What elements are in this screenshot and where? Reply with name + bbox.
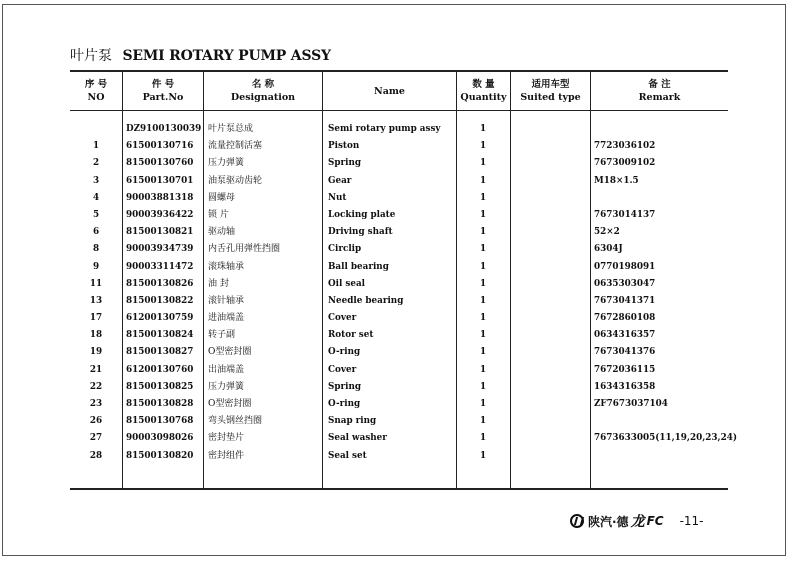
row-no: 6 bbox=[92, 227, 100, 238]
row-part-no: 90003934739 bbox=[126, 244, 194, 255]
row-no: 22 bbox=[89, 381, 103, 392]
header-name-en: Name bbox=[374, 85, 405, 97]
row-name: Gear bbox=[328, 175, 352, 186]
row-name: Cover bbox=[328, 364, 357, 375]
header-designation-en: Designation bbox=[230, 92, 296, 103]
header-designation-cn: 名 称 bbox=[251, 79, 275, 90]
row-designation: 油泵驱动齿轮 bbox=[208, 175, 263, 186]
row-quantity: 1 bbox=[479, 364, 487, 375]
row-designation: 驱动轴 bbox=[208, 227, 236, 238]
brand-fc: FC bbox=[646, 514, 664, 528]
row-no: 9 bbox=[92, 261, 100, 272]
row-designation: 滚针轴承 bbox=[208, 295, 245, 306]
row-quantity: 1 bbox=[479, 416, 487, 427]
row-part-no: 81500130820 bbox=[126, 450, 194, 461]
row-designation: 出油端盖 bbox=[208, 364, 245, 375]
table-row bbox=[70, 190, 728, 207]
row-part-no: 81500130822 bbox=[126, 295, 194, 306]
row-name: Cover bbox=[328, 313, 357, 324]
row-name: Spring bbox=[328, 381, 362, 392]
row-remark: 7673009102 bbox=[594, 158, 656, 169]
row-designation: 内舌孔用弹性挡圈 bbox=[208, 244, 281, 255]
row-part-no: 81500130825 bbox=[126, 381, 194, 392]
row-remark: 7673041371 bbox=[594, 295, 656, 306]
page-number: -11- bbox=[679, 514, 704, 528]
table-row bbox=[70, 327, 728, 344]
row-part-no: 90003936422 bbox=[126, 209, 194, 220]
row-quantity: 1 bbox=[479, 124, 487, 134]
row-name: Spring bbox=[328, 158, 362, 169]
row-part-no: 81500130821 bbox=[126, 227, 194, 238]
row-part-no: DZ9100130039 bbox=[126, 124, 202, 134]
header-quantity-cn: 数 量 bbox=[472, 79, 495, 90]
row-no: 23 bbox=[89, 399, 103, 409]
row-no: 13 bbox=[89, 295, 103, 306]
row-designation: O型密封圈 bbox=[208, 399, 252, 409]
parts-table bbox=[70, 70, 737, 490]
header-part-cn: 件 号 bbox=[151, 79, 175, 90]
row-designation: 压力弹簧 bbox=[208, 158, 245, 169]
row-name: Oil seal bbox=[328, 278, 366, 289]
row-quantity: 1 bbox=[479, 209, 487, 220]
header-part bbox=[123, 72, 203, 110]
row-no: 8 bbox=[92, 244, 100, 255]
row-remark: 0635303047 bbox=[594, 278, 656, 289]
table-row bbox=[70, 207, 728, 224]
table-row bbox=[70, 396, 728, 413]
row-no: 28 bbox=[89, 450, 103, 461]
row-quantity: 1 bbox=[479, 381, 487, 392]
row-quantity: 1 bbox=[479, 175, 487, 186]
table-bottom-rule bbox=[70, 488, 728, 490]
row-no: 11 bbox=[89, 278, 103, 289]
header-remark bbox=[591, 72, 728, 110]
row-quantity: 1 bbox=[479, 141, 487, 152]
table-body bbox=[70, 121, 737, 465]
row-designation: 油 封 bbox=[208, 278, 229, 289]
row-part-no: 81500130768 bbox=[126, 416, 194, 427]
row-name: Circlip bbox=[328, 244, 362, 255]
table-row bbox=[70, 310, 728, 327]
table-header-rule bbox=[70, 110, 728, 111]
row-remark: 7723036102 bbox=[594, 141, 656, 152]
row-quantity: 1 bbox=[479, 295, 487, 306]
row-designation: 圆螺母 bbox=[208, 192, 236, 203]
header-quantity-en: Quantity bbox=[460, 92, 507, 103]
row-quantity: 1 bbox=[479, 433, 487, 444]
row-name: Needle bearing bbox=[328, 295, 404, 306]
row-name: Driving shaft bbox=[328, 227, 393, 238]
row-quantity: 1 bbox=[479, 261, 487, 272]
row-remark: 7672036115 bbox=[594, 364, 656, 375]
row-designation: 压力弹簧 bbox=[208, 381, 245, 392]
row-remark: 7672860108 bbox=[594, 313, 656, 324]
row-no: 18 bbox=[89, 330, 103, 341]
row-remark: 52×2 bbox=[594, 227, 620, 238]
row-no: 27 bbox=[89, 433, 103, 444]
row-quantity: 1 bbox=[479, 347, 487, 358]
row-remark: 0770198091 bbox=[594, 261, 656, 272]
row-part-no: 81500130760 bbox=[126, 158, 194, 169]
row-no: 26 bbox=[89, 416, 103, 427]
header-no bbox=[70, 72, 122, 110]
row-designation: 密封垫片 bbox=[208, 433, 245, 444]
table-row bbox=[70, 259, 728, 276]
table-row bbox=[70, 138, 728, 155]
row-no: 1 bbox=[92, 141, 100, 152]
row-no: 21 bbox=[89, 364, 103, 375]
row-quantity: 1 bbox=[479, 450, 487, 461]
row-designation: 叶片泵总成 bbox=[208, 124, 254, 134]
row-name: Piston bbox=[328, 141, 360, 152]
row-part-no: 90003881318 bbox=[126, 192, 194, 203]
row-remark: M18×1.5 bbox=[594, 175, 639, 186]
table-row bbox=[70, 173, 728, 190]
title-cn: 叶片泵 bbox=[70, 48, 112, 64]
row-part-no: 81500130824 bbox=[126, 330, 194, 341]
row-designation: 弯头钢丝挡圈 bbox=[208, 416, 263, 427]
row-quantity: 1 bbox=[479, 244, 487, 255]
row-name: Ball bearing bbox=[328, 261, 389, 272]
header-suited-en: Suited type bbox=[520, 92, 581, 103]
header-designation bbox=[204, 72, 322, 110]
row-quantity: 1 bbox=[479, 192, 487, 203]
row-name: Snap ring bbox=[328, 416, 377, 427]
header-no-en: NO bbox=[87, 92, 105, 103]
row-remark: 1634316358 bbox=[594, 381, 656, 392]
table-row bbox=[70, 413, 728, 430]
row-designation: 转子副 bbox=[208, 330, 236, 341]
row-quantity: 1 bbox=[479, 313, 487, 324]
header-part-en: Part.No bbox=[142, 92, 184, 103]
row-part-no: 61200130760 bbox=[126, 364, 194, 375]
row-no: 3 bbox=[92, 175, 100, 186]
header-suited bbox=[511, 72, 590, 110]
brand-logo-icon bbox=[570, 514, 584, 528]
title-en: SEMI ROTARY PUMP ASSY bbox=[122, 48, 331, 64]
table-row bbox=[70, 379, 728, 396]
row-designation: 进油端盖 bbox=[208, 313, 245, 324]
row-designation: 密封组件 bbox=[208, 450, 245, 461]
row-part-no: 90003098026 bbox=[126, 433, 194, 444]
row-remark: 7673014137 bbox=[594, 209, 656, 220]
table-row bbox=[70, 121, 728, 138]
row-quantity: 1 bbox=[479, 227, 487, 238]
row-quantity: 1 bbox=[479, 158, 487, 169]
row-part-no: 61500130716 bbox=[126, 141, 194, 152]
table-row bbox=[70, 293, 728, 310]
table-row bbox=[70, 155, 728, 172]
row-name: Locking plate bbox=[328, 209, 396, 220]
page-title bbox=[70, 45, 331, 65]
row-no: 2 bbox=[92, 158, 100, 169]
row-part-no: 81500130828 bbox=[126, 399, 194, 409]
header-no-cn: 序 号 bbox=[84, 79, 108, 90]
row-designation: 流量控制活塞 bbox=[208, 141, 263, 152]
row-remark: ZF7673037104 bbox=[594, 399, 668, 409]
table-row bbox=[70, 362, 728, 379]
row-designation: 滚珠轴承 bbox=[208, 261, 245, 272]
header-quantity bbox=[457, 72, 510, 110]
row-part-no: 81500130827 bbox=[126, 347, 194, 358]
row-quantity: 1 bbox=[479, 330, 487, 341]
row-no: 4 bbox=[92, 192, 100, 203]
header-name bbox=[323, 72, 456, 110]
table-row bbox=[70, 430, 737, 447]
row-designation: 锁 片 bbox=[208, 209, 229, 220]
row-name: Seal set bbox=[328, 450, 367, 461]
table-row bbox=[70, 224, 728, 241]
row-name: Rotor set bbox=[328, 330, 374, 341]
table-row bbox=[70, 344, 728, 361]
header-remark-cn: 备 注 bbox=[648, 79, 671, 90]
row-name: O-ring bbox=[328, 347, 361, 358]
row-no: 5 bbox=[92, 209, 100, 220]
table-row bbox=[70, 241, 728, 258]
footer bbox=[570, 510, 704, 532]
row-part-no: 90003311472 bbox=[126, 261, 194, 272]
row-part-no: 61500130701 bbox=[126, 175, 194, 186]
brand-mark: 龙 bbox=[630, 514, 645, 530]
table-row bbox=[70, 276, 728, 293]
row-name: Nut bbox=[328, 192, 347, 203]
brand-name: 陕汽·德 bbox=[588, 514, 629, 529]
row-part-no: 61200130759 bbox=[126, 313, 194, 324]
table-row bbox=[70, 448, 728, 465]
row-name: O-ring bbox=[328, 399, 361, 409]
row-name: Seal washer bbox=[328, 433, 387, 444]
row-remark: 6304J bbox=[594, 244, 623, 255]
header-suited-cn: 适用车型 bbox=[531, 79, 570, 90]
row-designation: O型密封圈 bbox=[208, 347, 252, 358]
header-remark-en: Remark bbox=[638, 92, 681, 103]
row-remark: 7673633005(11,19,20,23,24) bbox=[594, 433, 737, 444]
row-no: 19 bbox=[89, 347, 103, 358]
row-name: Semi rotary pump assy bbox=[328, 124, 441, 134]
row-part-no: 81500130826 bbox=[126, 278, 194, 289]
row-quantity: 1 bbox=[479, 399, 487, 409]
row-remark: 7673041376 bbox=[594, 347, 656, 358]
row-quantity: 1 bbox=[479, 278, 487, 289]
row-no: 17 bbox=[89, 313, 103, 324]
row-remark: 0634316357 bbox=[594, 330, 656, 341]
